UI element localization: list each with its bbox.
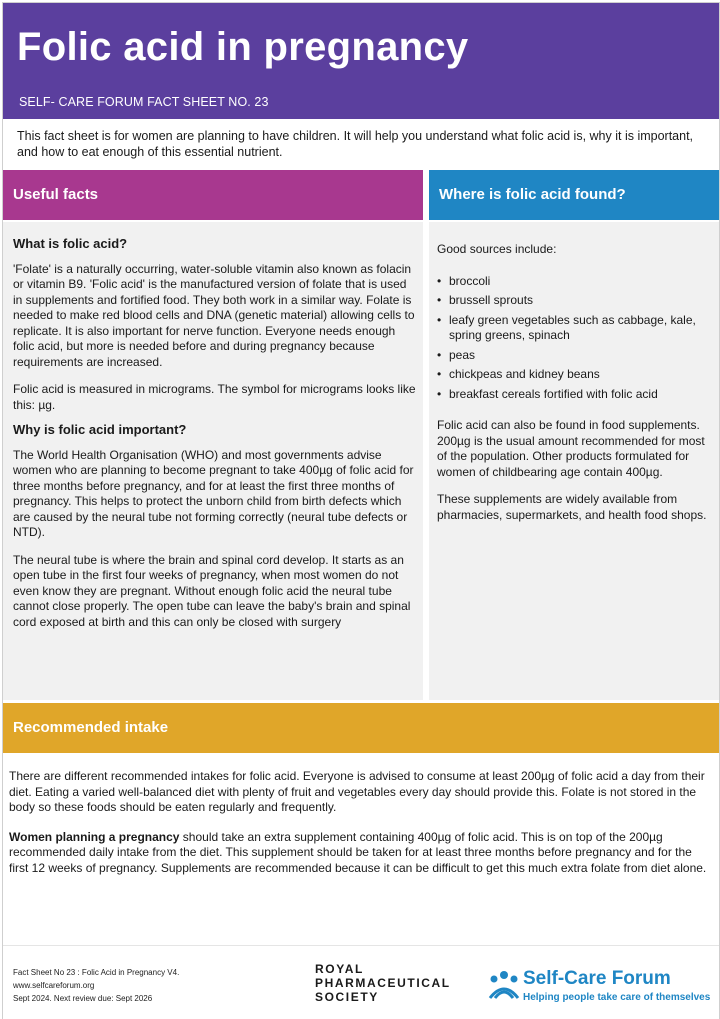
recommended-intake-heading: Recommended intake: [13, 719, 169, 736]
footer: [3, 945, 719, 1019]
question-why-important: Why is folic acid important?: [13, 422, 187, 437]
sources-intro: Good sources include:: [437, 242, 557, 256]
paragraph-availability: These supplements are widely available from pharmacies, supermarkets, and health food shops.: [437, 492, 707, 522]
recommended-intake-body: [9, 769, 713, 876]
question-what-is-folic-acid: What is folic acid?: [13, 236, 128, 251]
self-care-forum-tagline: Helping people take care of themselves: [523, 992, 711, 1003]
useful-facts-panel: [3, 222, 423, 700]
paragraph-folate-definition: 'Folate' is a naturally occurring, water-soluble vitamin also known as folacin or vitamin B9. 'Folic acid' is the manufactured version of folate that is used in supplements and fortified food. They both work in a similar way. Folate is needed to make red blood cells and DNA (genetic material) allowing cells to replicate. It is also important for nerve function. Everyone needs enough folic acid, but more is needed before and during pregnancy because requirements are increased.: [13, 261, 415, 369]
footer-website: www.selfcareforum.org: [13, 981, 95, 990]
list-item: • breakfast cereals fortified with folic acid: [437, 387, 709, 403]
paragraph-who-advice: The World Health Organisation (WHO) and most governments advise women who are planning to become pregnant to take 400µg of folic acid for three months before pregnancy, and for at least the first three months of pregnancy. This helps to protect the unborn child from birth defects which are caused by the neural tube not forming correctly (neural tube defects or NTD).: [13, 447, 414, 539]
paragraph-supplements: Folic acid can also be found in food supplements. 200µg is the usual amount recommended for most of the population. Other products formulated for women of childbearing age contain 400µg.: [437, 418, 705, 479]
rps-logo-line: SOCIETY: [315, 990, 379, 1004]
footer-review-date: Sept 2024. Next review due: Sept 2026: [13, 994, 153, 1003]
paragraph-neural-tube: The neural tube is where the brain and spinal cord develop. It starts as an open tube in the first four weeks of pregnancy, when most women do not even know they are pregnant. Without enough folic acid the neural tube cannot close properly. The open tube can leave the baby's brain and spinal cord exposed at birth and this can only be closed with surgery: [13, 552, 411, 629]
where-found-header: [429, 170, 719, 220]
rps-logo-line: PHARMACEUTICAL: [315, 976, 451, 990]
fact-sheet-page: [2, 2, 720, 1019]
list-item: • chickpeas and kidney beans: [437, 367, 709, 383]
where-found-heading: Where is folic acid found?: [439, 186, 626, 203]
footer-version: Fact Sheet No 23 : Folic Acid in Pregnancy V4.: [13, 968, 180, 977]
page-title: Folic acid in pregnancy: [17, 25, 469, 69]
women-planning-label: Women planning a pregnancy: [9, 829, 180, 844]
rps-logo-line: ROYAL: [315, 962, 364, 976]
list-item: • broccoli: [437, 274, 709, 290]
rps-logo: [315, 962, 451, 1004]
useful-facts-heading: Useful facts: [13, 186, 99, 203]
paragraph-recommended-intakes: There are different recommended intakes for folic acid. Everyone is advised to consume at least 200µg of folic acid a day from their diet. Eating a varied well-balanced diet with plenty of fruit and vegetables every day should provide this. Folate is not stored in the body so these foods should be eaten regularly and frequently.: [9, 769, 705, 814]
self-care-forum-name: Self-Care Forum: [523, 968, 671, 989]
where-found-panel: [429, 222, 719, 700]
recommended-intake-header: [3, 703, 719, 753]
paragraph-women-planning: [9, 830, 713, 877]
women-planning-text: should take an extra supplement containing 400µg of folic acid. This is on top of the 200µg recommended daily intake from the diet. This supplement should be taken for at least three months before pregnancy and for the first 12 weeks of pregnancy. Supplements are recommended because it can be difficult to get this much extra folate from diet alone.: [9, 829, 707, 875]
intro-text: This fact sheet is for women are planning to have children. It will help you understand what folic acid is, why it is important, and how to eat enough of this essential nutrient.: [17, 129, 694, 159]
footer-meta: [13, 966, 179, 1005]
fact-sheet-number: SELF- CARE FORUM FACT SHEET NO. 23: [19, 95, 269, 109]
list-item: • brussell sprouts: [437, 293, 709, 309]
list-item: • leafy green vegetables such as cabbage, kale, spring greens, spinach: [437, 313, 709, 344]
sources-list: [437, 274, 709, 403]
list-item: • peas: [437, 348, 709, 364]
paragraph-micrograms: Folic acid is measured in micrograms. The symbol for micrograms looks like this: µg.: [13, 382, 416, 412]
header-banner: [3, 3, 719, 119]
self-care-forum-logo-icon: [487, 970, 521, 1000]
useful-facts-header: [3, 170, 423, 220]
